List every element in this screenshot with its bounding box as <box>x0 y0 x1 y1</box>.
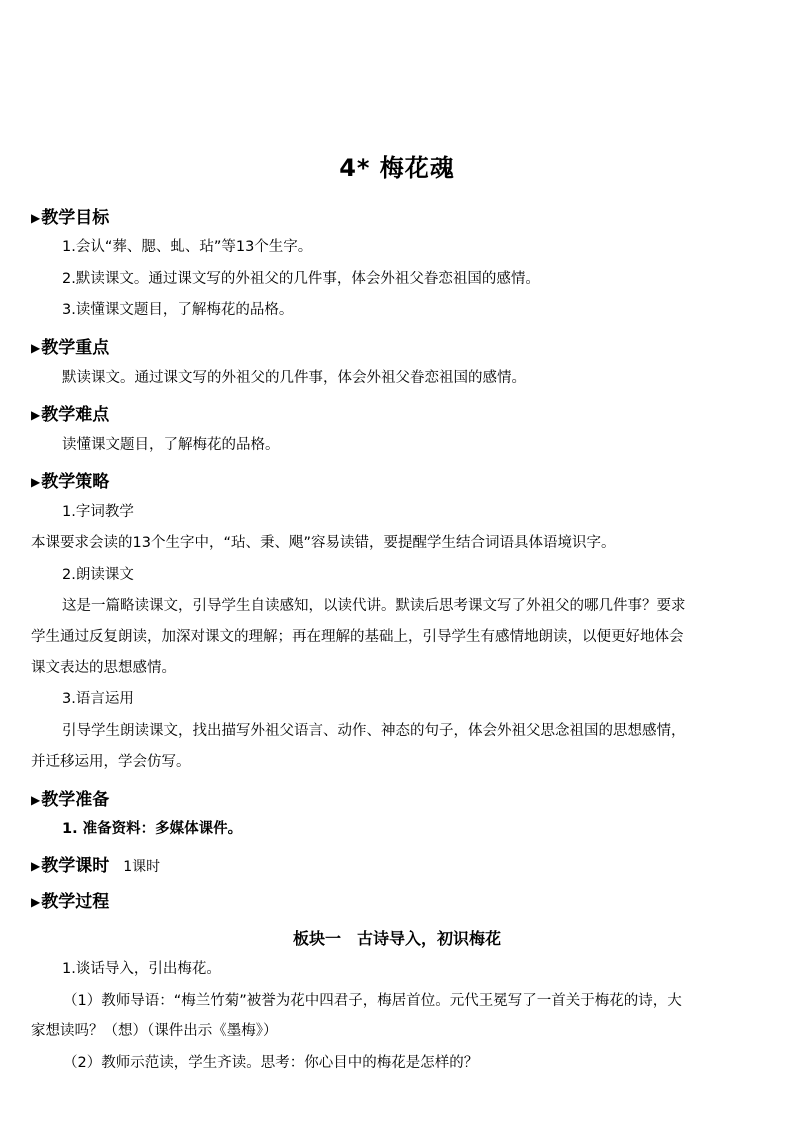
strategy-1-text: 本课要求会读的13个生字中，“玷、秉、飓”容易读错，要提醒学生结合词语具体语境识字。 <box>31 535 616 551</box>
class-hours-value: 1课时 <box>123 859 161 875</box>
key-points-text: 默读课文。通过课文写的外祖父的几件事，体会外祖父眷恋祖国的感情。 <box>62 370 526 386</box>
difficulties-text: 读懂课文题目，了解梅花的品格。 <box>62 437 280 453</box>
strategy-3-title: 3.语言运用 <box>62 691 134 707</box>
strategy-2-title: 2.朗读课文 <box>62 567 134 583</box>
strategy-2-line-3: 课文表达的思想感情。 <box>31 660 176 676</box>
goal-item-2: 2.默读课文。通过课文写的外祖父的几件事，体会外祖父眷恋祖国的感情。 <box>62 271 540 287</box>
block-title: 板块一 古诗导入，初识梅花 <box>292 929 501 948</box>
heading-teaching-goals: ▶教学目标 <box>31 208 110 228</box>
triangle-bullet-icon: ▶ <box>31 475 41 489</box>
preparation-text: 1. 准备资料：多媒体课件。 <box>62 821 243 837</box>
strategy-3-line-1: 引导学生朗读课文，找出描写外祖父语言、动作、神态的句子，体会外祖父思念祖国的思想感情， <box>62 723 686 739</box>
strategy-1-title: 1.字词教学 <box>62 504 134 520</box>
triangle-bullet-icon: ▶ <box>31 793 41 807</box>
goal-item-3: 3.读懂课文题目，了解梅花的品格。 <box>62 302 294 318</box>
goal-item-1: 1.会认“葬、腮、虬、玷”等13个生字。 <box>62 239 313 255</box>
heading-strategies: ▶教学策略 <box>31 472 110 492</box>
triangle-bullet-icon: ▶ <box>31 341 41 355</box>
triangle-bullet-icon: ▶ <box>31 859 41 873</box>
triangle-bullet-icon: ▶ <box>31 895 41 909</box>
process-step-1-1-line-1: （1）教师导语：“梅兰竹菊”被誉为花中四君子，梅居首位。元代王冕写了一首关于梅花的诗，大 <box>63 993 682 1009</box>
triangle-bullet-icon: ▶ <box>31 408 41 422</box>
heading-class-hours: ▶教学课时 1课时 <box>31 856 161 876</box>
strategy-2-line-2: 学生通过反复朗读，加深对课文的理解；再在理解的基础上，引导学生有感情地朗读，以便更好地体会 <box>31 629 684 645</box>
process-step-1-1-line-2: 家想读吗？（想）（课件出示《墨梅》） <box>31 1023 278 1039</box>
heading-difficulties: ▶教学难点 <box>31 405 110 425</box>
strategy-3-line-2: 并迁移运用，学会仿写。 <box>31 754 191 770</box>
heading-preparation: ▶教学准备 <box>31 790 110 810</box>
heading-process: ▶教学过程 <box>31 892 110 912</box>
process-step-1: 1.谈话导入，引出梅花。 <box>62 961 221 977</box>
process-step-1-2: （2）教师示范读，学生齐读。思考：你心目中的梅花是怎样的？ <box>63 1055 479 1071</box>
triangle-bullet-icon: ▶ <box>31 211 41 225</box>
heading-key-points: ▶教学重点 <box>31 338 110 358</box>
strategy-2-line-1: 这是一篇略读课文，引导学生自读感知，以读代讲。默读后思考课文写了外祖父的哪几件事？要求 <box>62 598 686 614</box>
page-title: 4* 梅花魂 <box>339 154 455 182</box>
